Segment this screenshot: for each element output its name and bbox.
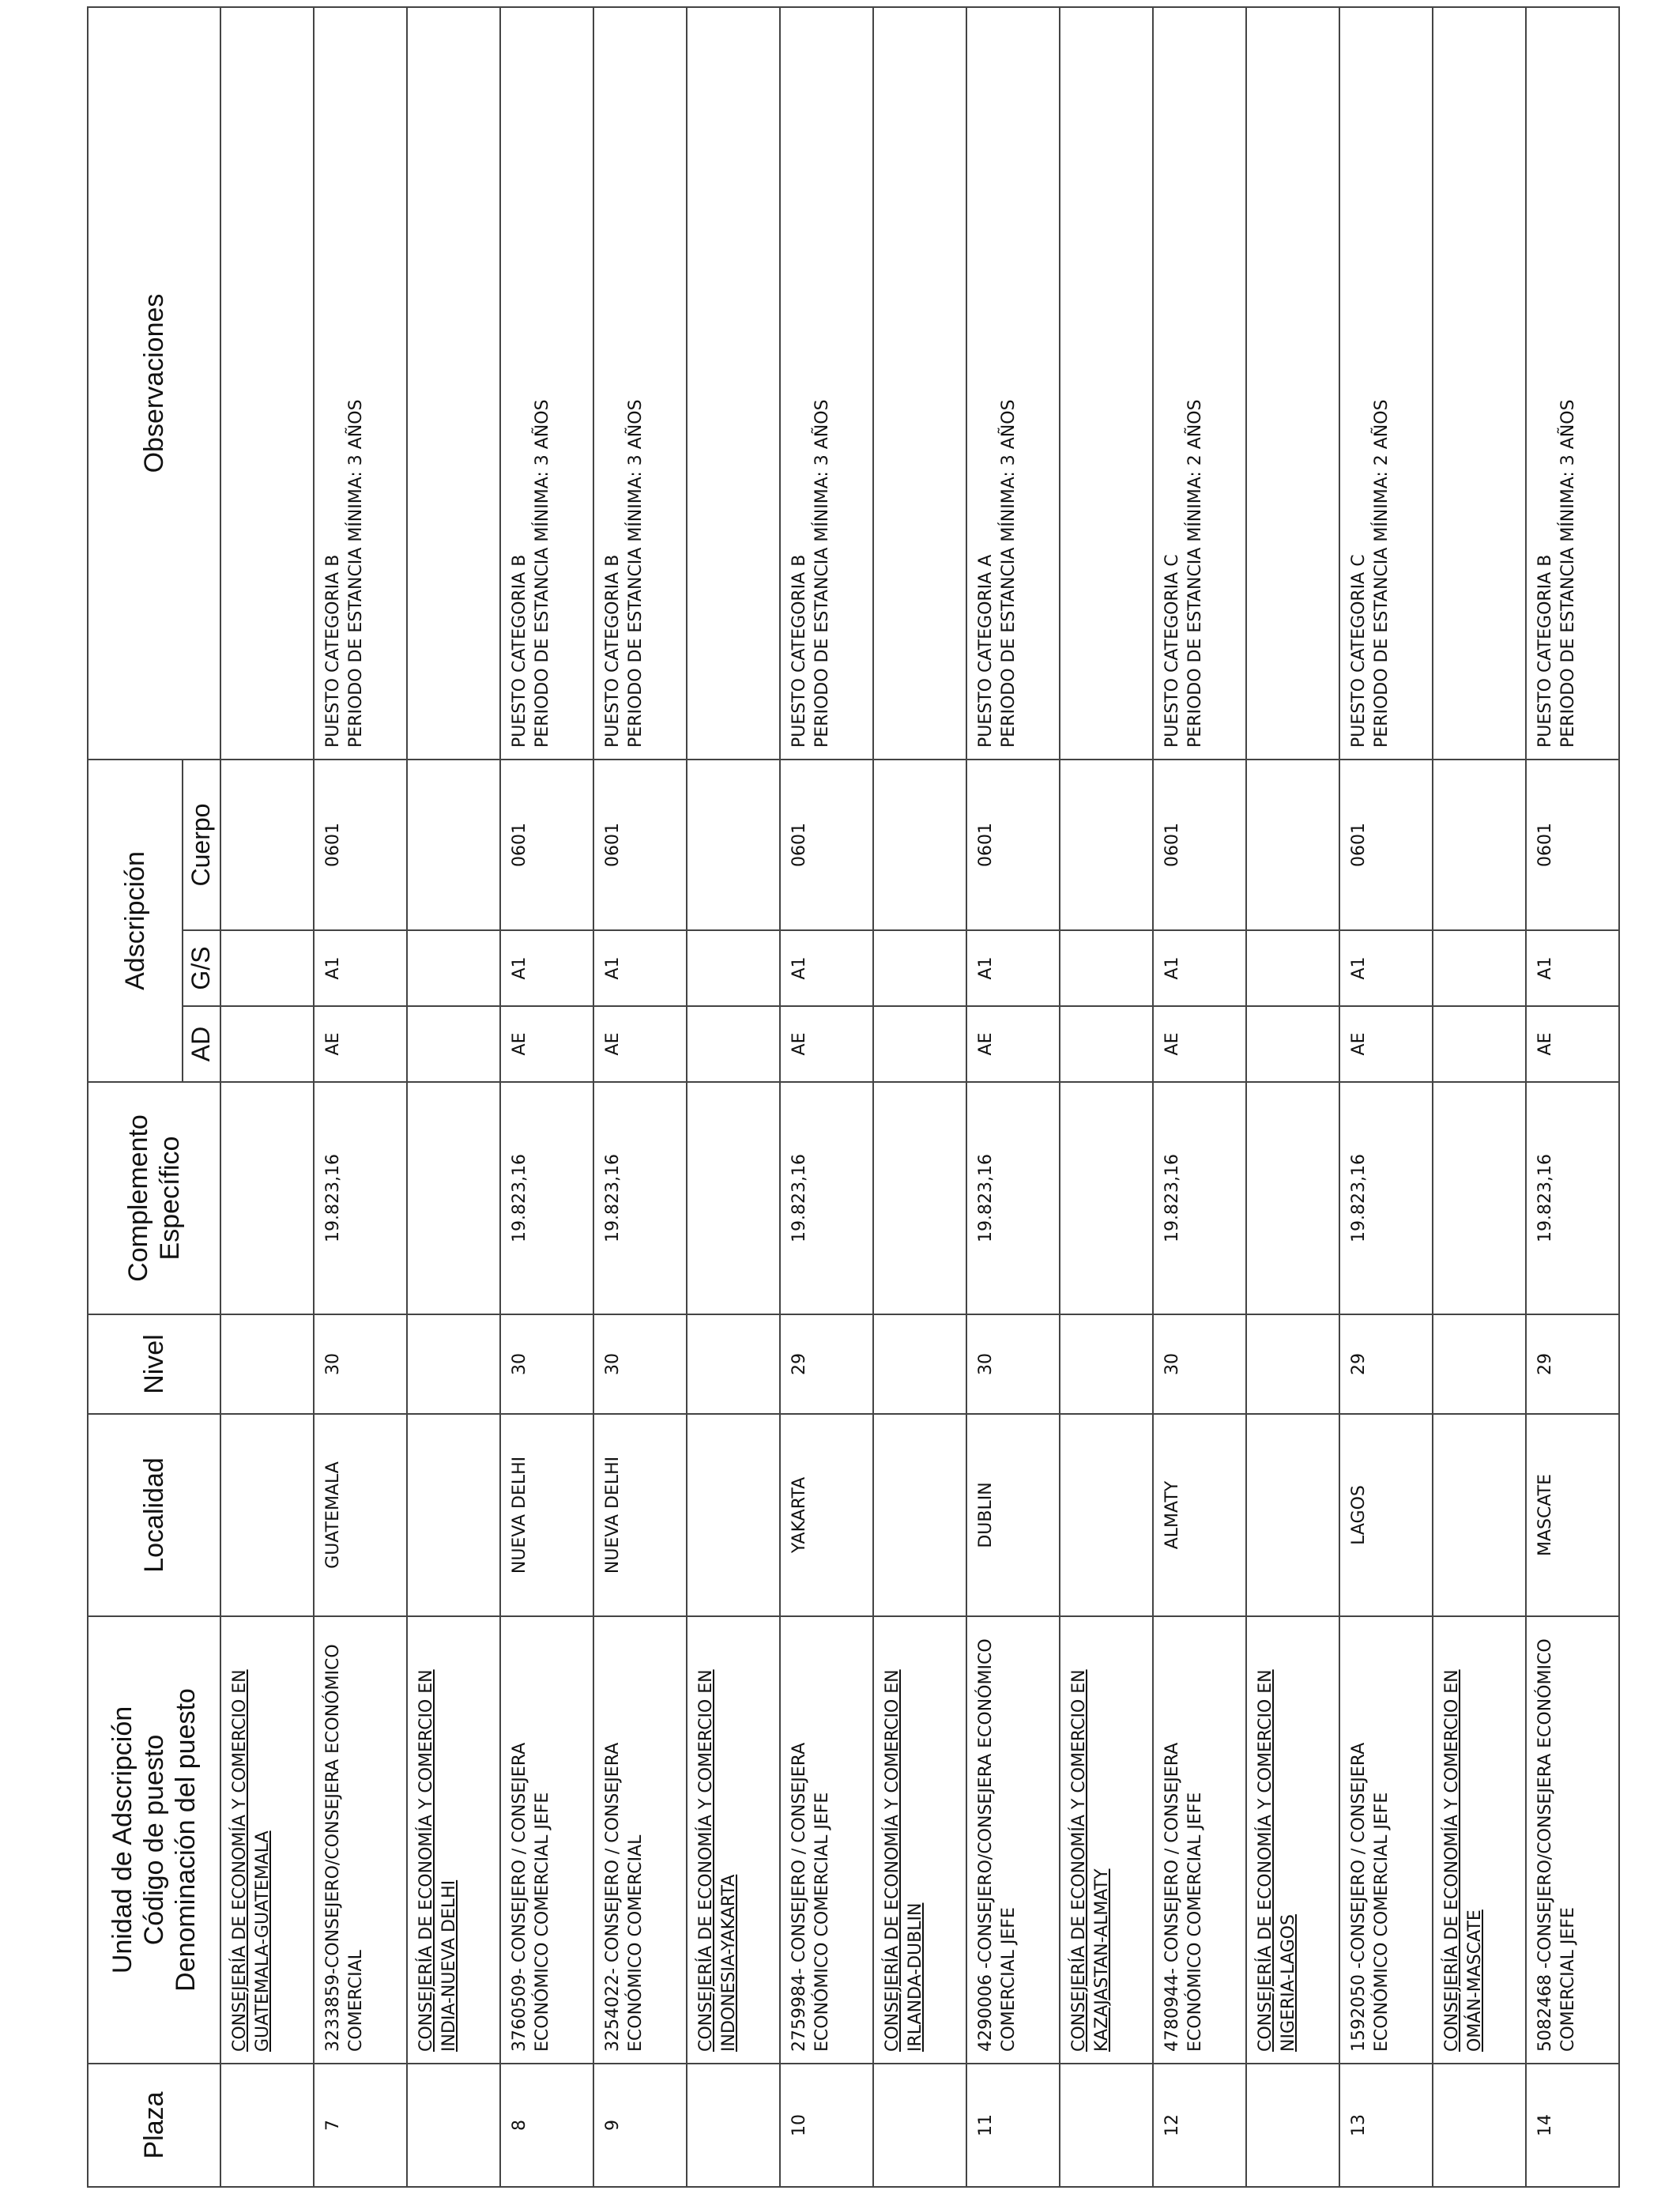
empty-cell: [1246, 1314, 1339, 1414]
empty-cell: [1433, 930, 1526, 1006]
plaza-number: 14: [1526, 2064, 1619, 2187]
observaciones-value: [1339, 7, 1433, 760]
table-body: [220, 7, 1619, 2187]
plaza-cell-empty: [407, 2064, 500, 2187]
observaciones-line1: PUESTO CATEGORIA B: [1535, 554, 1555, 748]
empty-cell: [873, 930, 966, 1006]
header-unidad-line2: Código de puesto: [138, 1734, 169, 1946]
complemento-value: 19.823,16: [314, 1082, 407, 1314]
unit-row: [1246, 7, 1339, 2187]
observaciones-value: [593, 7, 687, 760]
observaciones-line2: PERIODO DE ESTANCIA MÍNIMA: 3 AÑOS: [812, 399, 832, 748]
header-adscripcion: Adscripción: [88, 760, 183, 1082]
empty-cell: [1433, 1006, 1526, 1082]
plaza-cell-empty: [1060, 2064, 1153, 2187]
plaza-cell-empty: [1246, 2064, 1339, 2187]
empty-cell: [1060, 1082, 1153, 1314]
nivel-value: 30: [500, 1314, 593, 1414]
empty-cell: [220, 7, 314, 760]
nivel-value: 30: [314, 1314, 407, 1414]
observaciones-line1: PUESTO CATEGORIA B: [323, 554, 343, 748]
plaza-number: 13: [1339, 2064, 1433, 2187]
unit-row: [873, 7, 966, 2187]
header-unidad-line3: Denominación del puesto: [171, 1688, 202, 1992]
header-unidad-line1: Unidad de Adscripción: [107, 1706, 137, 1974]
header-complemento-line2: Específico: [155, 1136, 185, 1261]
empty-cell: [220, 1414, 314, 1616]
empty-cell: [1246, 1082, 1339, 1314]
puesto-denominacion: 3254022- CONSEJERO / CONSEJERA ECONÓMICO COMERCIAL: [593, 1616, 687, 2064]
header-observaciones: Observaciones: [88, 7, 220, 760]
gs-value: A1: [966, 930, 1060, 1006]
empty-cell: [407, 1314, 500, 1414]
nivel-value: 30: [966, 1314, 1060, 1414]
ad-value: AE: [1339, 1006, 1433, 1082]
puesto-denominacion: 3233859-CONSEJERO/CONSEJERA ECONÓMICO COMERCIAL: [314, 1616, 407, 2064]
table-row: [314, 7, 407, 2187]
unit-row: [1060, 7, 1153, 2187]
empty-cell: [1433, 1082, 1526, 1314]
localidad-value: MASCATE: [1526, 1414, 1619, 1616]
cuerpo-value: 0601: [314, 760, 407, 930]
plaza-number: 10: [780, 2064, 873, 2187]
plaza-number: 7: [314, 2064, 407, 2187]
plaza-cell-empty: [220, 2064, 314, 2187]
plaza-number: 9: [593, 2064, 687, 2187]
empty-cell: [687, 1006, 780, 1082]
cuerpo-value: 0601: [1153, 760, 1246, 930]
gs-value: A1: [593, 930, 687, 1006]
observaciones-value: [1153, 7, 1246, 760]
empty-cell: [873, 7, 966, 760]
unit-row: [407, 7, 500, 2187]
empty-cell: [407, 1006, 500, 1082]
empty-cell: [220, 760, 314, 930]
cuerpo-value: 0601: [593, 760, 687, 930]
empty-cell: [1060, 760, 1153, 930]
unit-name: CONSEJERÍA DE ECONOMÍA Y COMERCIO EN INDIA-NUEVA DELHI: [407, 1616, 500, 2064]
ad-value: AE: [593, 1006, 687, 1082]
empty-cell: [1433, 1314, 1526, 1414]
gs-value: A1: [1339, 930, 1433, 1006]
header-gs: G/S: [183, 930, 220, 1006]
cuerpo-value: 0601: [966, 760, 1060, 930]
table-row: [500, 7, 593, 2187]
header-unidad: [88, 1616, 220, 2064]
unit-name: CONSEJERÍA DE ECONOMÍA Y COMERCIO EN OMÁN-MASCATE: [1433, 1616, 1526, 2064]
empty-cell: [1246, 930, 1339, 1006]
unit-name: CONSEJERÍA DE ECONOMÍA Y COMERCIO EN INDONESIA-YAKARTA: [687, 1616, 780, 2064]
localidad-value: LAGOS: [1339, 1414, 1433, 1616]
complemento-value: 19.823,16: [1153, 1082, 1246, 1314]
gs-value: A1: [314, 930, 407, 1006]
empty-cell: [687, 1082, 780, 1314]
header-cuerpo: Cuerpo: [183, 760, 220, 930]
table-row: [593, 7, 687, 2187]
ad-value: AE: [780, 1006, 873, 1082]
observaciones-line2: PERIODO DE ESTANCIA MÍNIMA: 3 AÑOS: [625, 399, 646, 748]
gs-value: A1: [780, 930, 873, 1006]
observaciones-line1: PUESTO CATEGORIA B: [603, 554, 623, 748]
cuerpo-value: 0601: [500, 760, 593, 930]
ad-value: AE: [1153, 1006, 1246, 1082]
rotated-table-sheet: [87, 8, 1667, 2188]
observaciones-line2: PERIODO DE ESTANCIA MÍNIMA: 3 AÑOS: [532, 399, 552, 748]
empty-cell: [1433, 760, 1526, 930]
gs-value: A1: [1526, 930, 1619, 1006]
puesto-denominacion: 5082468 -CONSEJERO/CONSEJERA ECONÓMICO COMERCIAL JEFE: [1526, 1616, 1619, 2064]
observaciones-value: [500, 7, 593, 760]
empty-cell: [1246, 760, 1339, 930]
empty-cell: [687, 930, 780, 1006]
complemento-value: 19.823,16: [500, 1082, 593, 1314]
table-header: [88, 7, 220, 2187]
observaciones-line1: PUESTO CATEGORIA B: [789, 554, 809, 748]
empty-cell: [687, 760, 780, 930]
puesto-denominacion: 2759984- CONSEJERO / CONSEJERA ECONÓMICO COMERCIAL JEFE: [780, 1616, 873, 2064]
plaza-cell-empty: [687, 2064, 780, 2187]
plaza-number: 11: [966, 2064, 1060, 2187]
empty-cell: [220, 1314, 314, 1414]
empty-cell: [1433, 7, 1526, 760]
nivel-value: 29: [1339, 1314, 1433, 1414]
ad-value: AE: [1526, 1006, 1619, 1082]
empty-cell: [1060, 7, 1153, 760]
complemento-value: 19.823,16: [780, 1082, 873, 1314]
empty-cell: [1433, 1414, 1526, 1616]
header-nivel: Nivel: [88, 1314, 220, 1414]
cuerpo-value: 0601: [780, 760, 873, 930]
observaciones-line2: PERIODO DE ESTANCIA MÍNIMA: 2 AÑOS: [1185, 399, 1205, 748]
empty-cell: [220, 930, 314, 1006]
empty-cell: [407, 1082, 500, 1314]
empty-cell: [873, 1082, 966, 1314]
unit-name: CONSEJERÍA DE ECONOMÍA Y COMERCIO EN GUATEMALA-GUATEMALA: [220, 1616, 314, 2064]
observaciones-line2: PERIODO DE ESTANCIA MÍNIMA: 3 AÑOS: [998, 399, 1019, 748]
empty-cell: [220, 1082, 314, 1314]
localidad-value: GUATEMALA: [314, 1414, 407, 1616]
puesto-denominacion: 4780944- CONSEJERO / CONSEJERA ECONÓMICO COMERCIAL JEFE: [1153, 1616, 1246, 2064]
empty-cell: [220, 1006, 314, 1082]
nivel-value: 29: [780, 1314, 873, 1414]
unit-row: [220, 7, 314, 2187]
ad-value: AE: [314, 1006, 407, 1082]
ad-value: AE: [500, 1006, 593, 1082]
unit-row: [687, 7, 780, 2187]
complemento-value: 19.823,16: [966, 1082, 1060, 1314]
nivel-value: 30: [593, 1314, 687, 1414]
header-ad: AD: [183, 1006, 220, 1082]
unit-name: CONSEJERÍA DE ECONOMÍA Y COMERCIO EN NIGERIA-LAGOS: [1246, 1616, 1339, 2064]
localidad-value: DUBLIN: [966, 1414, 1060, 1616]
empty-cell: [873, 760, 966, 930]
empty-cell: [1060, 1314, 1153, 1414]
complemento-value: 19.823,16: [1339, 1082, 1433, 1314]
empty-cell: [1246, 1006, 1339, 1082]
ad-value: AE: [966, 1006, 1060, 1082]
table-row: [966, 7, 1060, 2187]
puesto-denominacion: 3760509- CONSEJERO / CONSEJERA ECONÓMICO COMERCIAL JEFE: [500, 1616, 593, 2064]
empty-cell: [407, 760, 500, 930]
table-row: [1339, 7, 1433, 2187]
observaciones-line1: PUESTO CATEGORIA A: [976, 554, 996, 748]
empty-cell: [407, 930, 500, 1006]
header-plaza: Plaza: [88, 2064, 220, 2187]
header-complemento: [88, 1082, 220, 1314]
table-row: [1153, 7, 1246, 2187]
header-localidad: Localidad: [88, 1414, 220, 1616]
plaza-cell-empty: [1433, 2064, 1526, 2187]
empty-cell: [873, 1414, 966, 1616]
observaciones-value: [314, 7, 407, 760]
empty-cell: [873, 1006, 966, 1082]
puesto-denominacion: 1592050 -CONSEJERO / CONSEJERA ECONÓMICO COMERCIAL JEFE: [1339, 1616, 1433, 2064]
gs-value: A1: [500, 930, 593, 1006]
observaciones-line1: PUESTO CATEGORIA B: [510, 554, 529, 748]
localidad-value: NUEVA DELHI: [593, 1414, 687, 1616]
gs-value: A1: [1153, 930, 1246, 1006]
empty-cell: [407, 1414, 500, 1616]
header-complemento-line1: Complemento: [122, 1114, 153, 1282]
empty-cell: [687, 1314, 780, 1414]
observaciones-line2: PERIODO DE ESTANCIA MÍNIMA: 3 AÑOS: [1558, 399, 1578, 748]
empty-cell: [1246, 7, 1339, 760]
observaciones-line1: PUESTO CATEGORIA C: [1349, 554, 1369, 748]
complemento-value: 19.823,16: [593, 1082, 687, 1314]
observaciones-value: [780, 7, 873, 760]
cuerpo-value: 0601: [1339, 760, 1433, 930]
localidad-value: YAKARTA: [780, 1414, 873, 1616]
empty-cell: [873, 1314, 966, 1414]
empty-cell: [1246, 1414, 1339, 1616]
empty-cell: [687, 1414, 780, 1616]
empty-cell: [407, 7, 500, 760]
empty-cell: [1060, 1006, 1153, 1082]
puesto-denominacion: 4290006 -CONSEJERO/CONSEJERA ECONÓMICO COMERCIAL JEFE: [966, 1616, 1060, 2064]
plaza-number: 8: [500, 2064, 593, 2187]
empty-cell: [687, 7, 780, 760]
table-row: [780, 7, 873, 2187]
localidad-value: ALMATY: [1153, 1414, 1246, 1616]
unit-name: CONSEJERÍA DE ECONOMÍA Y COMERCIO EN KAZAJASTAN-ALMATY: [1060, 1616, 1153, 2064]
plaza-cell-empty: [873, 2064, 966, 2187]
unit-name: CONSEJERÍA DE ECONOMÍA Y COMERCIO EN IRLANDA-DUBLIN: [873, 1616, 966, 2064]
observaciones-value: [966, 7, 1060, 760]
nivel-value: 29: [1526, 1314, 1619, 1414]
complemento-value: 19.823,16: [1526, 1082, 1619, 1314]
localidad-value: NUEVA DELHI: [500, 1414, 593, 1616]
observaciones-line2: PERIODO DE ESTANCIA MÍNIMA: 2 AÑOS: [1371, 399, 1392, 748]
observaciones-value: [1526, 7, 1619, 760]
empty-cell: [1060, 1414, 1153, 1616]
table-row: [1526, 7, 1619, 2187]
empty-cell: [1060, 930, 1153, 1006]
plaza-number: 12: [1153, 2064, 1246, 2187]
observaciones-line2: PERIODO DE ESTANCIA MÍNIMA: 3 AÑOS: [345, 399, 366, 748]
nivel-value: 30: [1153, 1314, 1246, 1414]
observaciones-line1: PUESTO CATEGORIA C: [1162, 554, 1182, 748]
cuerpo-value: 0601: [1526, 760, 1619, 930]
unit-row: [1433, 7, 1526, 2187]
plazas-table: [87, 6, 1620, 2188]
